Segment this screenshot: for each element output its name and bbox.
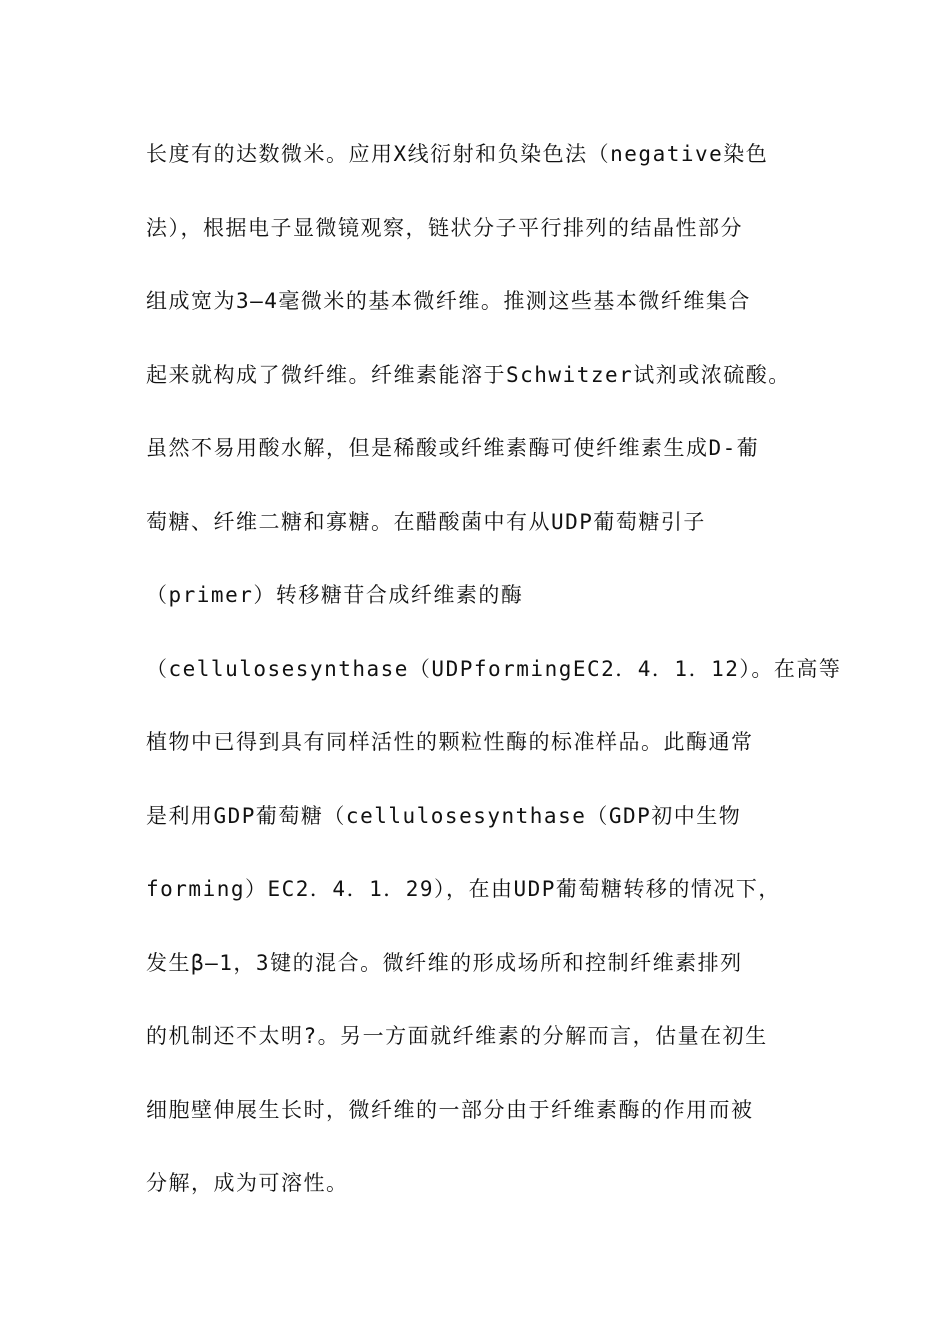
text-line: 发生β—1，3键的混合。微纤维的形成场所和控制纤维素排列 — [146, 950, 743, 975]
text-line: （primer）转移糖苷合成纤维素的酶 — [146, 583, 524, 607]
text-line: 组成宽为3—4毫微米的基本微纤维。推测这些基本微纤维集合 — [146, 289, 751, 313]
text-line: 的机制还不太明?。另一方面就纤维素的分解而言，估量在初生 — [146, 1024, 768, 1048]
text-line: forming）EC2．4．1．29），在由UDP葡萄糖转移的情况下， — [146, 877, 781, 901]
text-line: 虽然不易用酸水解，但是稀酸或纤维素酶可使纤维素生成D-葡 — [146, 436, 760, 460]
text-line: 分解，成为可溶性。 — [146, 1171, 349, 1195]
text-line: 法），根据电子显微镜观察，链状分子平行排列的结晶性部分 — [146, 215, 743, 240]
text-line: 长度有的达数微米。应用X线衍射和负染色法（negative染色 — [146, 142, 769, 166]
text-line: （cellulosesynthase（UDPformingEC2．4．1．12）。在高等 — [146, 656, 842, 681]
text-line: 萄糖、纤维二糖和寡糖。在醋酸菌中有从UDP葡萄糖引子 — [146, 509, 706, 534]
body-text — [146, 134, 842, 1237]
text-line: 植物中已得到具有同样活性的颗粒性酶的标准样品。此酶通常 — [146, 730, 754, 754]
text-line: 细胞壁伸展生长时，微纤维的一部分由于纤维素酶的作用而被 — [146, 1097, 754, 1122]
text-line: 起来就构成了微纤维。纤维素能溶于Schwitzer试剂或浓硫酸。 — [146, 362, 791, 387]
text-line: 是利用GDP葡萄糖（cellulosesynthase（GDP初中生物 — [146, 803, 742, 828]
